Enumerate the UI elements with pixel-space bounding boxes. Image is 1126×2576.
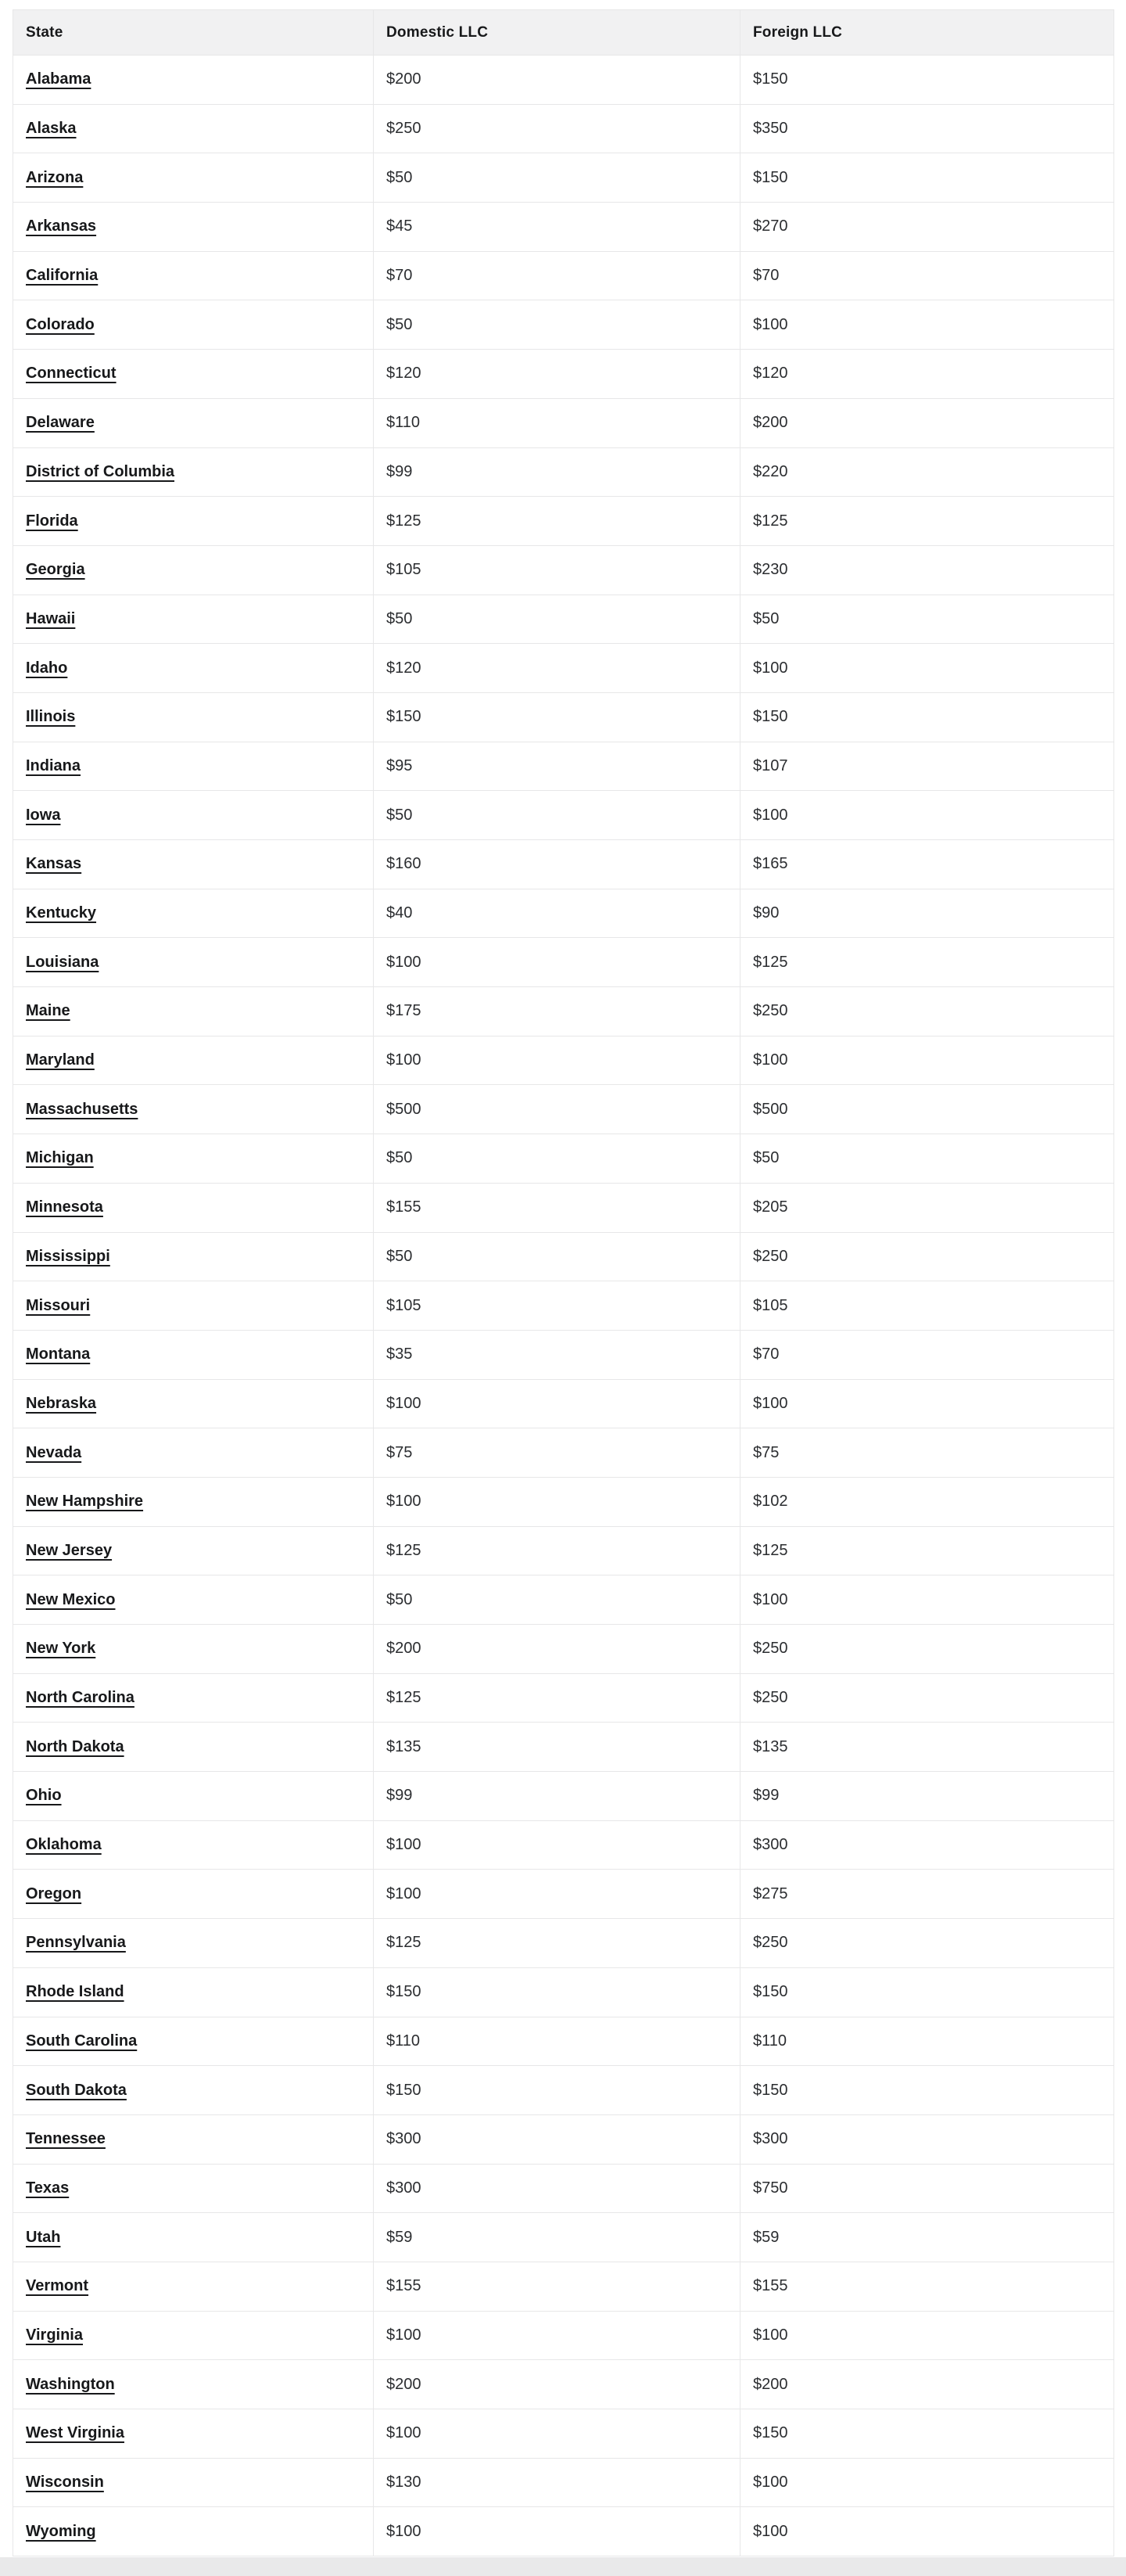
table-row	[13, 56, 1114, 105]
table-row	[13, 2360, 1114, 2409]
state-link[interactable]: Delaware	[26, 414, 95, 432]
foreign-llc-fee: $275	[741, 1870, 1114, 1919]
foreign-llc-fee: $125	[741, 938, 1114, 987]
domestic-llc-fee: $105	[374, 1281, 741, 1331]
state-link[interactable]: Texas	[26, 2179, 70, 2197]
state-cell	[13, 1723, 374, 1772]
domestic-llc-fee: $300	[374, 2164, 741, 2213]
table-row	[13, 1477, 1114, 1526]
state-link[interactable]: Maryland	[26, 1051, 95, 1069]
state-cell	[13, 1967, 374, 2017]
state-cell	[13, 2164, 374, 2213]
state-link[interactable]: Colorado	[26, 315, 95, 333]
domestic-llc-fee: $110	[374, 398, 741, 447]
table-row	[13, 692, 1114, 742]
foreign-llc-fee: $50	[741, 595, 1114, 644]
state-link[interactable]: Ohio	[26, 1787, 62, 1805]
state-cell	[13, 1134, 374, 1184]
foreign-llc-fee: $155	[741, 2262, 1114, 2311]
table-row	[13, 104, 1114, 153]
state-cell	[13, 644, 374, 693]
state-link[interactable]: North Carolina	[26, 1689, 134, 1707]
state-cell	[13, 545, 374, 595]
foreign-llc-fee: $350	[741, 104, 1114, 153]
table-row	[13, 1281, 1114, 1331]
domestic-llc-fee: $150	[374, 1967, 741, 2017]
domestic-llc-fee: $125	[374, 1526, 741, 1575]
table-row	[13, 2262, 1114, 2311]
state-cell	[13, 251, 374, 300]
state-cell	[13, 1820, 374, 1870]
domestic-llc-fee: $50	[374, 595, 741, 644]
state-link[interactable]: West Virginia	[26, 2424, 124, 2442]
table-row	[13, 889, 1114, 938]
state-cell	[13, 1575, 374, 1625]
foreign-llc-fee: $135	[741, 1723, 1114, 1772]
foreign-llc-fee: $120	[741, 350, 1114, 399]
table-row	[13, 1723, 1114, 1772]
table-body	[13, 56, 1114, 2556]
domestic-llc-fee: $50	[374, 300, 741, 350]
header-row	[13, 10, 1114, 56]
state-link[interactable]: Iowa	[26, 806, 61, 824]
table-row	[13, 1772, 1114, 1821]
table-row	[13, 1232, 1114, 1281]
foreign-llc-fee: $200	[741, 2360, 1114, 2409]
table-row	[13, 1967, 1114, 2017]
foreign-llc-fee: $105	[741, 1281, 1114, 1331]
state-link[interactable]: Connecticut	[26, 365, 117, 383]
domestic-llc-fee: $75	[374, 1428, 741, 1478]
state-link[interactable]: Florida	[26, 512, 78, 530]
state-cell	[13, 104, 374, 153]
state-cell	[13, 350, 374, 399]
state-cell	[13, 2114, 374, 2164]
state-cell	[13, 595, 374, 644]
state-cell	[13, 1379, 374, 1428]
state-cell	[13, 2017, 374, 2066]
domestic-llc-fee: $155	[374, 1183, 741, 1232]
table-row	[13, 1428, 1114, 1478]
state-link[interactable]: Alabama	[26, 70, 91, 88]
table-row	[13, 447, 1114, 497]
domestic-llc-fee: $150	[374, 2066, 741, 2115]
foreign-llc-fee: $100	[741, 300, 1114, 350]
table-row	[13, 153, 1114, 203]
state-link[interactable]: Michigan	[26, 1149, 94, 1167]
state-cell	[13, 987, 374, 1037]
domestic-llc-fee: $200	[374, 56, 741, 105]
domestic-llc-fee: $99	[374, 447, 741, 497]
foreign-llc-fee: $70	[741, 1330, 1114, 1379]
table-row	[13, 1036, 1114, 1085]
table-row	[13, 1379, 1114, 1428]
state-cell	[13, 2507, 374, 2556]
domestic-llc-fee: $300	[374, 2114, 741, 2164]
table-row	[13, 1919, 1114, 1968]
domestic-llc-fee: $35	[374, 1330, 741, 1379]
state-cell	[13, 56, 374, 105]
domestic-llc-fee: $500	[374, 1085, 741, 1134]
state-link[interactable]: Montana	[26, 1345, 91, 1363]
table-row	[13, 2164, 1114, 2213]
state-link[interactable]: New Jersey	[26, 1541, 113, 1559]
table-row	[13, 350, 1114, 399]
domestic-llc-fee: $125	[374, 1919, 741, 1968]
table-row	[13, 1085, 1114, 1134]
state-cell	[13, 1428, 374, 1478]
foreign-llc-fee: $250	[741, 1625, 1114, 1674]
state-cell	[13, 2458, 374, 2507]
table-row	[13, 987, 1114, 1037]
state-cell	[13, 1526, 374, 1575]
foreign-llc-fee: $250	[741, 1919, 1114, 1968]
foreign-llc-fee: $107	[741, 742, 1114, 791]
table-row	[13, 1625, 1114, 1674]
domestic-llc-fee: $150	[374, 692, 741, 742]
foreign-llc-fee: $100	[741, 1036, 1114, 1085]
table-row	[13, 203, 1114, 252]
table-row	[13, 398, 1114, 447]
domestic-llc-fee: $100	[374, 1379, 741, 1428]
state-link[interactable]: Kansas	[26, 855, 82, 873]
foreign-llc-fee: $250	[741, 1673, 1114, 1723]
state-link[interactable]: South Carolina	[26, 2032, 138, 2050]
bottom-section-edge	[0, 2557, 1126, 2576]
state-cell	[13, 1183, 374, 1232]
table-row	[13, 595, 1114, 644]
state-link[interactable]: North Dakota	[26, 1737, 124, 1755]
domestic-llc-fee: $99	[374, 1772, 741, 1821]
domestic-llc-fee: $120	[374, 350, 741, 399]
state-link[interactable]: Washington	[26, 2375, 115, 2393]
domestic-llc-fee: $125	[374, 497, 741, 546]
state-link[interactable]: Oklahoma	[26, 1836, 102, 1854]
domestic-llc-fee: $100	[374, 1870, 741, 1919]
foreign-llc-fee: $150	[741, 1967, 1114, 2017]
foreign-llc-fee: $100	[741, 791, 1114, 840]
foreign-llc-fee: $100	[741, 2507, 1114, 2556]
state-cell	[13, 1085, 374, 1134]
foreign-llc-fee: $100	[741, 2458, 1114, 2507]
table-row	[13, 1870, 1114, 1919]
state-link[interactable]: Pennsylvania	[26, 1934, 126, 1952]
foreign-llc-fee: $300	[741, 1820, 1114, 1870]
table-header	[13, 10, 1114, 56]
domestic-llc-fee: $100	[374, 2409, 741, 2459]
state-cell	[13, 938, 374, 987]
table-row	[13, 300, 1114, 350]
state-cell	[13, 2360, 374, 2409]
table-row	[13, 1575, 1114, 1625]
foreign-llc-fee: $205	[741, 1183, 1114, 1232]
domestic-llc-fee: $100	[374, 1820, 741, 1870]
table-row	[13, 2017, 1114, 2066]
state-link[interactable]: Missouri	[26, 1296, 91, 1314]
table-row	[13, 545, 1114, 595]
table-row	[13, 2114, 1114, 2164]
domestic-llc-fee: $45	[374, 203, 741, 252]
domestic-llc-fee: $125	[374, 1673, 741, 1723]
foreign-llc-fee: $750	[741, 2164, 1114, 2213]
state-cell	[13, 497, 374, 546]
state-cell	[13, 398, 374, 447]
foreign-llc-fee: $270	[741, 203, 1114, 252]
col-header-state: State	[13, 10, 374, 56]
state-link[interactable]: Vermont	[26, 2277, 89, 2295]
domestic-llc-fee: $120	[374, 644, 741, 693]
foreign-llc-fee: $230	[741, 545, 1114, 595]
domestic-llc-fee: $100	[374, 2311, 741, 2360]
foreign-llc-fee: $150	[741, 692, 1114, 742]
table-row	[13, 1183, 1114, 1232]
state-cell	[13, 1673, 374, 1723]
domestic-llc-fee: $130	[374, 2458, 741, 2507]
table-row	[13, 1673, 1114, 1723]
state-cell	[13, 840, 374, 889]
state-link[interactable]: Virginia	[26, 2326, 83, 2344]
table-row	[13, 644, 1114, 693]
col-header-foreign-llc: Foreign LLC	[741, 10, 1114, 56]
state-link[interactable]: Illinois	[26, 708, 76, 726]
foreign-llc-fee: $70	[741, 251, 1114, 300]
domestic-llc-fee: $100	[374, 1036, 741, 1085]
state-cell	[13, 1625, 374, 1674]
foreign-llc-fee: $150	[741, 2066, 1114, 2115]
state-link[interactable]: Wisconsin	[26, 2474, 104, 2492]
foreign-llc-fee: $50	[741, 1134, 1114, 1184]
state-cell	[13, 1477, 374, 1526]
domestic-llc-fee: $40	[374, 889, 741, 938]
domestic-llc-fee: $250	[374, 104, 741, 153]
state-link[interactable]: New Mexico	[26, 1590, 116, 1608]
state-cell	[13, 1919, 374, 1968]
state-link[interactable]: Louisiana	[26, 953, 99, 971]
table-row	[13, 1820, 1114, 1870]
state-cell	[13, 2262, 374, 2311]
domestic-llc-fee: $95	[374, 742, 741, 791]
state-link[interactable]: California	[26, 267, 99, 285]
state-link[interactable]: Minnesota	[26, 1198, 103, 1216]
table-row	[13, 2409, 1114, 2459]
domestic-llc-fee: $100	[374, 938, 741, 987]
domestic-llc-fee: $160	[374, 840, 741, 889]
table-row	[13, 2507, 1114, 2556]
table-row	[13, 2066, 1114, 2115]
foreign-llc-fee: $165	[741, 840, 1114, 889]
state-cell	[13, 692, 374, 742]
state-cell	[13, 447, 374, 497]
state-link[interactable]: Tennessee	[26, 2130, 106, 2148]
state-cell	[13, 742, 374, 791]
foreign-llc-fee: $100	[741, 1575, 1114, 1625]
domestic-llc-fee: $50	[374, 153, 741, 203]
state-link[interactable]: Idaho	[26, 659, 68, 677]
foreign-llc-fee: $125	[741, 497, 1114, 546]
foreign-llc-fee: $150	[741, 153, 1114, 203]
col-header-domestic-llc: Domestic LLC	[374, 10, 741, 56]
domestic-llc-fee: $110	[374, 2017, 741, 2066]
state-link[interactable]: South Dakota	[26, 2081, 127, 2099]
state-link[interactable]: Rhode Island	[26, 1983, 124, 2001]
domestic-llc-fee: $135	[374, 1723, 741, 1772]
foreign-llc-fee: $100	[741, 2311, 1114, 2360]
state-link[interactable]: New Hampshire	[26, 1493, 144, 1511]
state-link[interactable]: Mississippi	[26, 1247, 110, 1265]
table-row	[13, 1330, 1114, 1379]
foreign-llc-fee: $75	[741, 1428, 1114, 1478]
state-link[interactable]: Alaska	[26, 120, 77, 138]
domestic-llc-fee: $59	[374, 2213, 741, 2262]
state-cell	[13, 1036, 374, 1085]
foreign-llc-fee: $200	[741, 398, 1114, 447]
state-cell	[13, 203, 374, 252]
foreign-llc-fee: $220	[741, 447, 1114, 497]
table-row	[13, 251, 1114, 300]
state-link[interactable]: Kentucky	[26, 904, 97, 922]
state-link[interactable]: Arizona	[26, 168, 84, 186]
foreign-llc-fee: $99	[741, 1772, 1114, 1821]
state-link[interactable]: Indiana	[26, 756, 81, 774]
domestic-llc-fee: $105	[374, 545, 741, 595]
state-cell	[13, 1232, 374, 1281]
state-cell	[13, 153, 374, 203]
domestic-llc-fee: $50	[374, 1134, 741, 1184]
state-cell	[13, 2311, 374, 2360]
foreign-llc-fee: $100	[741, 1379, 1114, 1428]
table-row	[13, 938, 1114, 987]
foreign-llc-fee: $300	[741, 2114, 1114, 2164]
table-row	[13, 742, 1114, 791]
table-row	[13, 2458, 1114, 2507]
table-row	[13, 2213, 1114, 2262]
state-cell	[13, 1330, 374, 1379]
state-cell	[13, 889, 374, 938]
domestic-llc-fee: $70	[374, 251, 741, 300]
state-cell	[13, 300, 374, 350]
foreign-llc-fee: $110	[741, 2017, 1114, 2066]
state-cell	[13, 2409, 374, 2459]
domestic-llc-fee: $200	[374, 2360, 741, 2409]
state-link[interactable]: Nevada	[26, 1443, 82, 1461]
foreign-llc-fee: $100	[741, 644, 1114, 693]
domestic-llc-fee: $175	[374, 987, 741, 1037]
state-link[interactable]: Nebraska	[26, 1394, 97, 1412]
domestic-llc-fee: $200	[374, 1625, 741, 1674]
state-link[interactable]: Utah	[26, 2228, 61, 2246]
state-link[interactable]: Hawaii	[26, 609, 76, 627]
foreign-llc-fee: $500	[741, 1085, 1114, 1134]
foreign-llc-fee: $125	[741, 1526, 1114, 1575]
state-link[interactable]: Maine	[26, 1002, 70, 1020]
table-row	[13, 840, 1114, 889]
state-link[interactable]: New York	[26, 1640, 96, 1658]
table-row	[13, 2311, 1114, 2360]
domestic-llc-fee: $50	[374, 1575, 741, 1625]
state-link[interactable]: Massachusetts	[26, 1100, 138, 1118]
state-link[interactable]: Georgia	[26, 561, 85, 579]
foreign-llc-fee: $250	[741, 1232, 1114, 1281]
domestic-llc-fee: $155	[374, 2262, 741, 2311]
domestic-llc-fee: $100	[374, 1477, 741, 1526]
domestic-llc-fee: $50	[374, 791, 741, 840]
foreign-llc-fee: $150	[741, 56, 1114, 105]
state-link[interactable]: Arkansas	[26, 217, 97, 235]
state-cell	[13, 2066, 374, 2115]
foreign-llc-fee: $90	[741, 889, 1114, 938]
state-link[interactable]: District of Columbia	[26, 462, 175, 480]
foreign-llc-fee: $150	[741, 2409, 1114, 2459]
state-link[interactable]: Wyoming	[26, 2522, 96, 2540]
state-cell	[13, 791, 374, 840]
foreign-llc-fee: $250	[741, 987, 1114, 1037]
domestic-llc-fee: $100	[374, 2507, 741, 2556]
llc-fee-table	[13, 9, 1114, 2556]
table-row	[13, 1134, 1114, 1184]
table-row	[13, 791, 1114, 840]
foreign-llc-fee: $102	[741, 1477, 1114, 1526]
state-cell	[13, 1772, 374, 1821]
foreign-llc-fee: $59	[741, 2213, 1114, 2262]
domestic-llc-fee: $50	[374, 1232, 741, 1281]
state-cell	[13, 2213, 374, 2262]
table-row	[13, 1526, 1114, 1575]
table-row	[13, 497, 1114, 546]
state-cell	[13, 1281, 374, 1331]
state-cell	[13, 1870, 374, 1919]
state-link[interactable]: Oregon	[26, 1884, 82, 1902]
